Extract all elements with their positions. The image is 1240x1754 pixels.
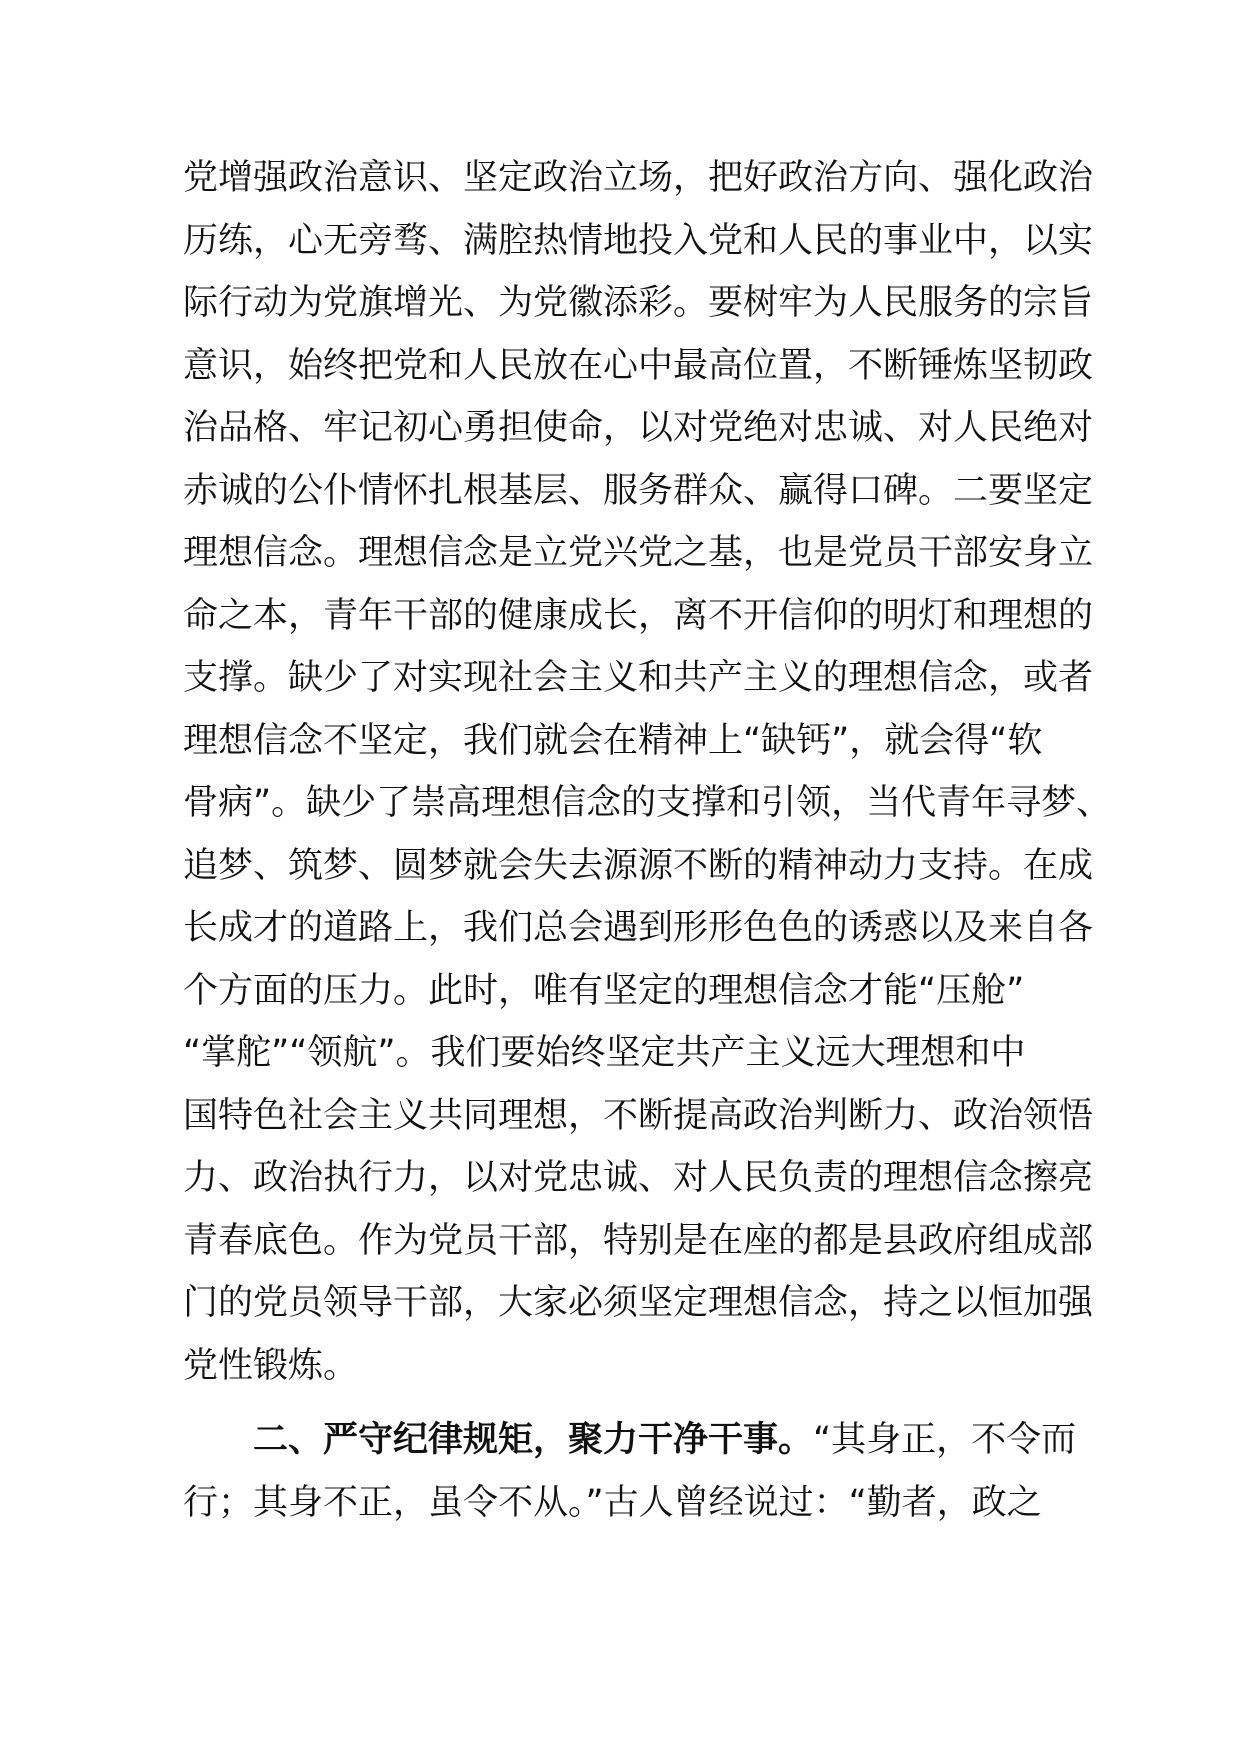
text-line: 党增强政治意识、坚定政治立场，把好政治方向、强化政治 xyxy=(183,158,1094,198)
text-line: 骨病”。缺少了崇高理想信念的支撑和引领，当代青年寻梦、 xyxy=(183,783,1112,823)
paragraph-2 xyxy=(183,1409,1077,1534)
text-line: 命之本，青年干部的健康成长，离不开信仰的明灯和理想的 xyxy=(183,595,1094,636)
text-line: 理想信念不坚定，我们就会在精神上“缺钙”，就会得“软 xyxy=(183,720,1043,761)
text-line: 长成才的道路上，我们总会遇到形形色色的诱惑以及来自各 xyxy=(183,908,1094,948)
text-line: 意识，始终把党和人民放在心中最高位置，不断锤炼坚韧政 xyxy=(183,345,1094,386)
text-line: “掌舵”“领航”。我们要始终坚定共产主义远大理想和中 xyxy=(183,1033,1026,1073)
text-line: 青春底色。作为党员干部，特别是在座的都是县政府组成部 xyxy=(183,1220,1094,1261)
text-line: 行；其身不正，虽令不从。”古人曾经说过：“勤者，政之 xyxy=(183,1482,1042,1523)
text-line: 际行动为党旗增光、为党徽添彩。要树牢为人民服务的宗旨 xyxy=(183,283,1094,323)
paragraph-1 xyxy=(183,147,1112,1397)
text-line: 力、政治执行力，以对党忠诚、对人民负责的理想信念擦亮 xyxy=(183,1158,1094,1198)
paragraph-spacer xyxy=(183,1397,1063,1409)
text-line: 治品格、牢记初心勇担使命，以对党绝对忠诚、对人民绝对 xyxy=(183,408,1094,448)
text-line: 国特色社会主义共同理想，不断提高政治判断力、政治领悟 xyxy=(183,1095,1094,1136)
heading-continuation: “其身正，不令而 xyxy=(813,1420,1077,1460)
text-line: 支撑。缺少了对实现社会主义和共产主义的理想信念，或者 xyxy=(183,658,1094,698)
text-line: 门的党员领导干部，大家必须坚定理想信念，持之以恒加强 xyxy=(183,1283,1094,1323)
text-line: 党性锻炼。 xyxy=(183,1345,359,1386)
text-line xyxy=(183,1409,1077,1472)
text-line: 个方面的压力。此时，唯有坚定的理想信念才能“压舱” xyxy=(183,970,1025,1011)
text-line: 理想信念。理想信念是立党兴党之基，也是党员干部安身立 xyxy=(183,533,1094,573)
body-text xyxy=(183,147,1112,1534)
section-heading: 二、严守纪律规矩，聚力干净干事。 xyxy=(253,1420,814,1460)
text-line: 赤诚的公仆情怀扎根基层、服务群众、赢得口碑。二要坚定 xyxy=(183,470,1094,511)
text-line: 追梦、筑梦、圆梦就会失去源源不断的精神动力支持。在成 xyxy=(183,845,1094,886)
text-line: 历练，心无旁骛、满腔热情地投入党和人民的事业中，以实 xyxy=(183,220,1094,261)
